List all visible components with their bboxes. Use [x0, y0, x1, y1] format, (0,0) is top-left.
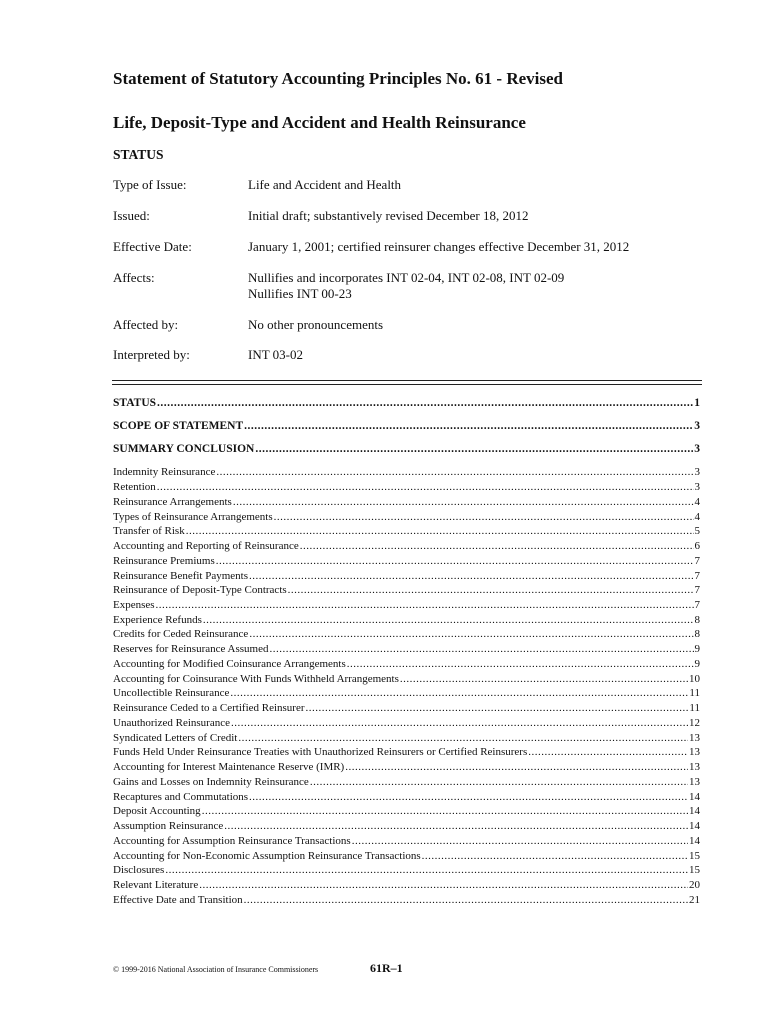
- toc-entry[interactable]: [113, 466, 700, 478]
- toc-entry[interactable]: [113, 702, 700, 714]
- toc-leader: [186, 525, 694, 537]
- toc-entry-page: 8: [694, 628, 700, 640]
- meta-label-type: Type of Issue:: [113, 177, 187, 192]
- toc-entry[interactable]: [113, 687, 700, 699]
- toc-entry-title: Retention: [113, 481, 156, 493]
- toc-entry-page: 11: [689, 702, 700, 714]
- toc-entry-page: 15: [689, 864, 700, 876]
- meta-label-affects: Affects:: [113, 270, 155, 285]
- toc-leader: [202, 805, 688, 817]
- toc-entry-page: 3: [694, 466, 700, 478]
- toc-entry-page: 14: [689, 835, 700, 847]
- toc-entry[interactable]: [113, 894, 700, 906]
- meta-value-affected-by: No other pronouncements: [248, 317, 384, 332]
- toc-entry[interactable]: [113, 643, 700, 655]
- toc-entry[interactable]: [113, 525, 700, 537]
- toc-entry[interactable]: [113, 879, 700, 891]
- toc-entry-page: 8: [694, 614, 700, 626]
- toc-leader: [528, 746, 688, 758]
- toc-entry-title: Effective Date and Transition: [113, 894, 243, 906]
- toc-entry[interactable]: [113, 732, 700, 744]
- toc-entry-title: Reserves for Reinsurance Assumed: [113, 643, 269, 655]
- toc-leader: [230, 687, 688, 699]
- toc-leader: [216, 466, 693, 478]
- toc-entry-title: Gains and Losses on Indemnity Reinsurance: [113, 776, 309, 788]
- document-title: Statement of Statutory Accounting Principles No. 61 - Revised: [113, 69, 563, 88]
- toc-leader: [274, 511, 694, 523]
- toc-entry[interactable]: [113, 658, 700, 670]
- toc-leader: [203, 614, 694, 626]
- toc-entry-page: 9: [694, 658, 700, 670]
- toc-entry[interactable]: [113, 805, 700, 817]
- toc-leader: [231, 717, 688, 729]
- toc-leader: [422, 850, 688, 862]
- toc-entry-page: 21: [689, 894, 700, 906]
- toc-entry-page: 13: [689, 776, 700, 788]
- toc-leader: [345, 761, 688, 773]
- toc-entry[interactable]: [113, 420, 700, 432]
- toc-entry-page: 7: [694, 555, 700, 567]
- toc-entry[interactable]: [113, 511, 700, 523]
- toc-entry-page: 12: [689, 717, 700, 729]
- toc-entry[interactable]: [113, 761, 700, 773]
- toc-entry-title: Deposit Accounting: [113, 805, 201, 817]
- meta-value-affects-2: Nullifies INT 00-23: [248, 286, 352, 301]
- toc-entry[interactable]: [113, 628, 700, 640]
- toc-entry-page: 13: [689, 761, 700, 773]
- toc-entry[interactable]: [113, 791, 700, 803]
- meta-label-affected-by: Affected by:: [113, 317, 179, 332]
- toc-entry-title: Funds Held Under Reinsurance Treaties with Unauthorized Reinsurers or Certified Reinsurers: [113, 746, 528, 758]
- toc-leader: [233, 496, 694, 508]
- toc-entry-page: 4: [694, 511, 700, 523]
- toc-entry-page: 4: [694, 496, 700, 508]
- toc-entry[interactable]: [113, 850, 700, 862]
- toc-leader: [352, 835, 688, 847]
- toc-entry-page: 3: [694, 443, 700, 455]
- toc-entry-page: 14: [689, 791, 700, 803]
- toc-entry[interactable]: [113, 776, 700, 788]
- toc-entry-title: Accounting for Assumption Reinsurance Transactions: [113, 835, 351, 847]
- toc-entry[interactable]: [113, 397, 700, 409]
- toc-entry-title: Expenses: [113, 599, 155, 611]
- meta-label-effective: Effective Date:: [113, 239, 192, 254]
- toc-entry-title: Reinsurance Premiums: [113, 555, 215, 567]
- toc-entry-page: 3: [694, 481, 700, 493]
- toc-entry[interactable]: [113, 481, 700, 493]
- divider-rule: [112, 380, 702, 381]
- toc-leader: [288, 584, 694, 596]
- toc-entry-page: 7: [694, 570, 700, 582]
- toc-leader: [238, 732, 688, 744]
- toc-entry[interactable]: [113, 555, 700, 567]
- toc-leader: [244, 894, 688, 906]
- toc-leader: [224, 820, 688, 832]
- toc-entry-title: Transfer of Risk: [113, 525, 185, 537]
- toc-entry-title: Uncollectible Reinsurance: [113, 687, 230, 699]
- toc-leader: [157, 397, 693, 409]
- toc-entry-title: STATUS: [113, 397, 157, 409]
- toc-entry[interactable]: [113, 443, 700, 455]
- toc-leader: [310, 776, 688, 788]
- toc-entry-page: 9: [694, 643, 700, 655]
- meta-value-issued: Initial draft; substantively revised December 18, 2012: [248, 208, 529, 223]
- meta-value-affects: Nullifies and incorporates INT 02-04, INT 02-08, INT 02-09: [248, 270, 565, 285]
- toc-leader: [199, 879, 688, 891]
- toc-entry[interactable]: [113, 614, 700, 626]
- toc-entry[interactable]: [113, 820, 700, 832]
- toc-entry-title: Indemnity Reinsurance: [113, 466, 216, 478]
- toc-entry-page: 7: [694, 584, 700, 596]
- toc-entry-title: Accounting for Non-Economic Assumption Reinsurance Transactions: [113, 850, 421, 862]
- toc-entry-page: 14: [689, 820, 700, 832]
- toc-entry[interactable]: [113, 746, 700, 758]
- toc-leader: [255, 443, 693, 455]
- toc-entry-page: 1: [694, 397, 700, 409]
- toc-leader: [216, 555, 694, 567]
- toc-entry-title: Syndicated Letters of Credit: [113, 732, 238, 744]
- meta-value-effective: January 1, 2001; certified reinsurer changes effective December 31, 2012: [248, 239, 630, 254]
- toc-entry-title: SCOPE OF STATEMENT: [113, 420, 244, 432]
- toc-entry-title: Assumption Reinsurance: [113, 820, 224, 832]
- status-heading: STATUS: [113, 147, 164, 162]
- toc-entry[interactable]: [113, 540, 700, 552]
- toc-entry-page: 13: [689, 732, 700, 744]
- toc-entry-title: Unauthorized Reinsurance: [113, 717, 230, 729]
- toc-entry[interactable]: [113, 570, 700, 582]
- toc-leader: [270, 643, 694, 655]
- toc-entry[interactable]: [113, 864, 700, 876]
- toc-leader: [306, 702, 689, 714]
- toc-entry-title: Accounting for Coinsurance With Funds Withheld Arrangements: [113, 673, 399, 685]
- toc-leader: [400, 673, 688, 685]
- toc-entry[interactable]: [113, 835, 700, 847]
- toc-leader: [157, 481, 694, 493]
- meta-value-interpreted-by: INT 03-02: [248, 347, 304, 362]
- toc-entry-page: 6: [694, 540, 700, 552]
- toc-leader: [156, 599, 694, 611]
- toc-leader: [249, 791, 688, 803]
- toc-entry-page: 3: [694, 420, 700, 432]
- divider-rule: [112, 384, 702, 385]
- toc-entry-page: 14: [689, 805, 700, 817]
- toc-entry-page: 20: [689, 879, 700, 891]
- toc-entry-title: Disclosures: [113, 864, 165, 876]
- toc-entry-title: Reinsurance Benefit Payments: [113, 570, 249, 582]
- toc-leader: [347, 658, 694, 670]
- toc-entry-title: Accounting for Interest Maintenance Reserve (IMR): [113, 761, 345, 773]
- document-subtitle: Life, Deposit-Type and Accident and Health Reinsurance: [113, 113, 526, 132]
- toc-entry-title: Reinsurance Arrangements: [113, 496, 232, 508]
- toc-entry-title: Types of Reinsurance Arrangements: [113, 511, 273, 523]
- toc-entry-title: Relevant Literature: [113, 879, 199, 891]
- toc-entry-title: Credits for Ceded Reinsurance: [113, 628, 249, 640]
- toc-entry-page: 5: [694, 525, 700, 537]
- toc-entry-page: 11: [689, 687, 700, 699]
- meta-label-issued: Issued:: [113, 208, 150, 223]
- toc-entry-title: Accounting and Reporting of Reinsurance: [113, 540, 299, 552]
- toc-leader: [249, 628, 693, 640]
- meta-label-interpreted-by: Interpreted by:: [113, 347, 190, 362]
- toc-entry-title: SUMMARY CONCLUSION: [113, 443, 255, 455]
- toc-entry-title: Reinsurance of Deposit-Type Contracts: [113, 584, 287, 596]
- toc-leader: [244, 420, 693, 432]
- toc-entry-page: 10: [689, 673, 700, 685]
- footer-copyright: © 1999-2016 National Association of Insurance Commissioners: [113, 965, 319, 974]
- meta-value-type: Life and Accident and Health: [248, 177, 402, 192]
- toc-entry-title: Reinsurance Ceded to a Certified Reinsurer: [113, 702, 305, 714]
- toc-leader: [300, 540, 694, 552]
- toc-entry-title: Accounting for Modified Coinsurance Arrangements: [113, 658, 346, 670]
- toc-entry[interactable]: [113, 673, 700, 685]
- toc-entry-title: Experience Refunds: [113, 614, 202, 626]
- toc-leader: [165, 864, 688, 876]
- toc-entry-title: Recaptures and Commutations: [113, 791, 249, 803]
- toc-entry[interactable]: [113, 584, 700, 596]
- toc-entry[interactable]: [113, 717, 700, 729]
- toc-leader: [249, 570, 693, 582]
- toc-entry[interactable]: [113, 496, 700, 508]
- toc-entry-page: 15: [689, 850, 700, 862]
- toc-entry-page: 13: [689, 746, 700, 758]
- toc-entry-page: 7: [694, 599, 700, 611]
- footer-page-number: 61R–1: [370, 961, 403, 975]
- toc-entry[interactable]: [113, 599, 700, 611]
